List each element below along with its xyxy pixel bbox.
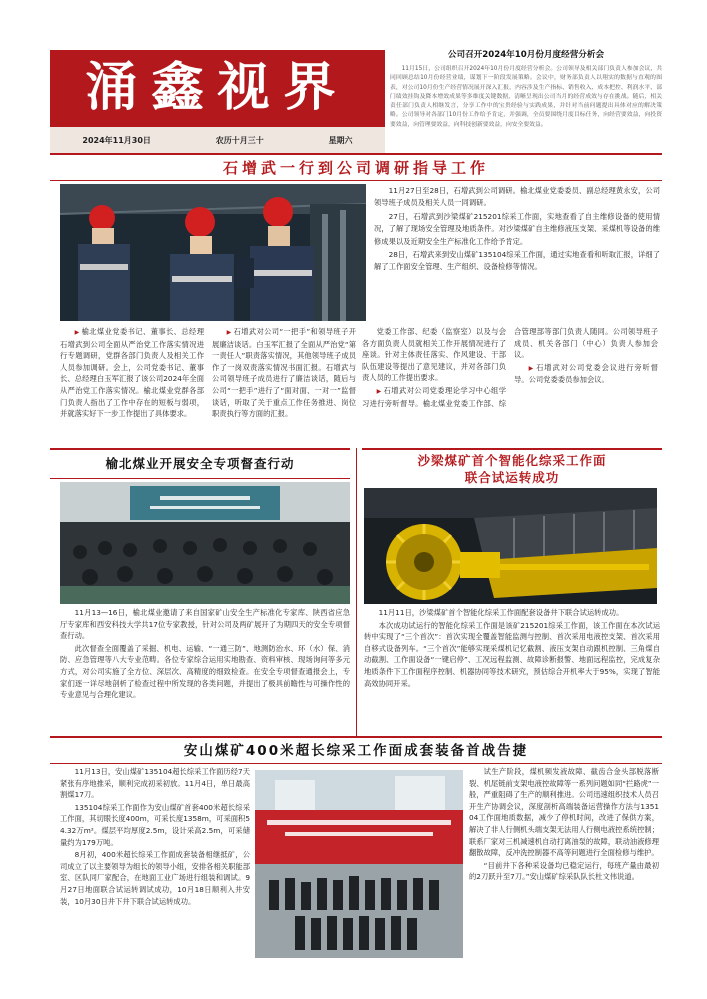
bottom-left-text: [60, 766, 250, 966]
mid-divider: [356, 448, 357, 736]
lunar-date: 农历十月三十: [215, 135, 264, 145]
weekday: 星期六: [328, 135, 353, 145]
mid-right-text: [364, 607, 660, 735]
mid-left-photo: [60, 482, 350, 604]
lead-side-paragraph: 11月27日至28日，石增武到公司调研。榆北煤业党委委员、副总经理黄永安，公司领导班子成员及相关人员一同调研。: [374, 186, 660, 208]
shearer-machine-image: [364, 488, 657, 604]
lead-side-paragraph: 27日，石增武到沙梁煤矿215201综采工作面，实地查看了自主维修设备的使用情况，了解了现场安全管理及地质条件。对沙梁煤矿自主维修液压支架、采煤机等设备的维修成果以及近期安全生产标准化工作给予肯定。: [374, 211, 660, 246]
mid-right-body: 本次成功试运行的智能化综采工作面是该矿215201综采工作面，该工作面在本次试运转中实现了“三个首次”：首次实现全覆盖智能监测与控制、首次采用电液控支架、首次采用自移式设备列车。“三个首次”能够实现采煤机记忆截割、液压支架自动跟机控制、三角煤自动截割、工作面设备“一键启停”、工况远程监测、故障诊断报警、地面远程监控，完成复杂地质条件下工作面程序控制、机器协同等技术研究，预估综合开机率大于95%，实现了智能高效协同开采。: [364, 620, 660, 688]
masthead-title: 涌鑫视界: [85, 57, 350, 118]
issue-date: 2024年11月30日: [82, 135, 151, 145]
lead-column-right: [362, 326, 658, 446]
mid-right-photo: [364, 488, 657, 604]
mid-left-caption: 11月13—16日，榆北煤业邀请了来自国家矿山安全生产标准化专家库、陕西省应急厅专家库和西安科技大学共17位专家教授，针对公司及两矿展开了为期四天的安全专项督查行动。: [60, 608, 350, 641]
miners-inspection-image: [60, 184, 366, 321]
mid-left-body: 此次督查全面覆盖了采掘、机电、运输、“一通三防”、地测防治水、环（水）保、消防、应急管理等八大专业范畴。各位专家综合运用实地勘查、资料审核、现场询问等多元方式，对公司实施了全方位、深层次、高精度的细致检查。在安全专项督查通报会上，专家们逐一详尽地剖析了检查过程中所发现的各类问题，并提出了极具前瞻性与可操作性的专业意见与合理化建议。: [60, 643, 350, 700]
bottom-left-paragraph: 135104综采工作面作为安山煤矿首套400米超长综采工作面，其切眼长度400m，可采长度1358m，可采面积54.32万m²。煤层平均厚度2.5m，设计采高2.5m，可采储量约为179万吨。: [60, 802, 250, 847]
lead-side-paragraph: 28日，石增武来到安山煤矿135104综采工作面，通过实地查看和听取汇报，详细了解了工作面安全管理、生产组织、设备检修等情况。: [374, 250, 660, 272]
bottom-left-paragraph: 8月初，400米超长综采工作面成套装备相继抵矿，公司成立了以主要领导为组长的领导小组，安排各相关职能部室、区队同厂家配合，在地面工业广场进行组装和调试。9月27日地面联合试运转调试成功，10月18日顺利入井安装，10月30日井下井下联合试运转成功。: [60, 850, 250, 906]
top-news-body: 11月15日，公司组织召开2024年10月份月度经营分析会。公司领导及相关部门负责人参加会议，共同回顾总结10月份经营业绩，谋划下一阶段发展策略。会议中，财务部负责人以翔实的数据与直观的图表，对公司10月份生产经营情况展开深入汇报，内容涉及生产指标、销售收入、成本把控、利润水平、部门绩效挂钩及降本增效成果等多维度关键数据，清晰呈现出公司当月的经营成效与存在挑战。随后，相关责任部门负责人相继发言，分享工作中的宝贵经验与实践成果，并针对当前问题提出具体对应的解决策略。公司领导对各部门10月份工作给予肯定，并强调，全员要围绕月度目标任务，向经营要效益，向投资要效益，向管理要效益，向科技创新要效益，向安全要效益。: [390, 66, 662, 128]
meeting-hall-image: [60, 482, 350, 604]
lead-rule-top: [50, 153, 662, 155]
mid-right-headline-line2: 联合试运转成功: [464, 470, 560, 485]
mid-right-headline: [362, 452, 662, 486]
bottom-rule-top: [50, 736, 662, 738]
lead-paragraph: 党委工作部、纪委（监察室）以及与会各方面负责人员就相关工作开展情况进行了座谈。针对主体责任落实、作风建设、干部队伍建设等提出了意见建议，并对各部门负责人员的工作提出要求。: [362, 327, 506, 383]
ceremony-crowd-image: [255, 770, 463, 958]
top-news: [390, 48, 662, 148]
lead-column-left: [60, 326, 356, 446]
bottom-photo: [255, 770, 463, 958]
masthead-block: [50, 50, 385, 153]
mid-left-text: [60, 607, 350, 735]
bottom-headline: 安山煤矿400米超长综采工作面成套装备首战告捷: [183, 743, 529, 759]
mid-right-headline-line1: 沙梁煤矿首个智能化综采工作面: [417, 453, 607, 468]
bottom-rule-bottom: [50, 763, 662, 764]
lead-bullet-paragraph: ▶ 石增武对公司“一把手”和领导班子开展廉洁谈话。白玉军汇报了全面从严治党“第一责任人”职责落实情况，其他领导班子成员作了一岗双责落实情况书面汇报。石增武与公司领导班子成员进行了廉洁谈话，随后与公司“一把手”进行了“面对面、一对一”监督谈话，听取了关于重点工作任务推进、岗位职责执行等方面的汇报。: [212, 326, 356, 420]
mid-right-rule-top: [362, 448, 662, 450]
lead-bullet-paragraph: ▶ 石增武对公司党委理论学习中心组学习进行旁听督导。榆北煤业党委工作部、综合管理部等部门负责人随同。公司领导班子成员、机关各部门（中心）负责人参加会议。: [362, 326, 658, 409]
mid-left-rule-bottom: [50, 478, 350, 479]
bottom-right-paragraph: “目前井下各种采设备均已稳定运行，每班产量由最初的2刀跃升至7刀。”安山煤矿综采队队长杜文伟说道。: [469, 860, 659, 882]
lead-rule-bottom: [50, 180, 662, 181]
bottom-left-paragraph: 11月13日，安山煤矿135104超长综采工作面历经7天紧张有序地推采，顺利完成初采初放。11月4日，单日最高割煤17刀。: [60, 767, 250, 800]
lead-bullet-paragraph: ▶ 榆北煤业党委书记、董事长、总经理石增武到公司全面从严治党工作落实情况进行专题调研，党群各部门负责人及相关工作人员参加调研。会上，公司党委书记、董事长、总经理白玉军汇报了该公司2024年全面从严治党工作落实情况。榆北煤业党群各部门负责人指出了工作中存在的短板与弱项，并就落实好下一步工作提出了具体要求。: [60, 326, 204, 420]
lead-headline: 石增武一行到公司调研指导工作: [222, 159, 489, 177]
lead-photo: [60, 184, 366, 321]
top-news-headline: 公司召开2024年10月份月度经营分析会: [447, 50, 605, 60]
lead-side-text: [374, 185, 660, 325]
bottom-right-paragraph: 试生产阶段，煤机频发液故障、截齿合金头部脱落断裂、机尾链前支架电液控故障等一系列问题如同“拦路虎”一般，严重阻碍了生产的顺利推进。公司迅速组织技术人员召开生产协调会议，深度剖析高端装备运营操作方法与135104工作面地质数据，减少了停机时间，改进了保供方案，解决了非人行侧机头端支架无法用人行侧电液控系统控制；联系厂家对三机减速机自动打离油泵的故障，联动油液修理翻散故障，反冲洗控制器不高等问题进行全面检修与维护。: [469, 767, 659, 858]
mid-left-rule-top: [50, 448, 350, 450]
mid-left-headline: 榆北煤业开展安全专项督查行动: [105, 456, 295, 471]
lead-bullet-paragraph: ▶ 石增武对公司党委会议进行旁听督导。公司党委委员参加会议。: [514, 362, 658, 386]
masthead-dateline: [50, 127, 385, 153]
bottom-right-text: [469, 766, 659, 966]
mid-right-caption: 11月11日，沙梁煤矿首个智能化综采工作面配套设备井下联合试运转成功。: [378, 608, 624, 617]
